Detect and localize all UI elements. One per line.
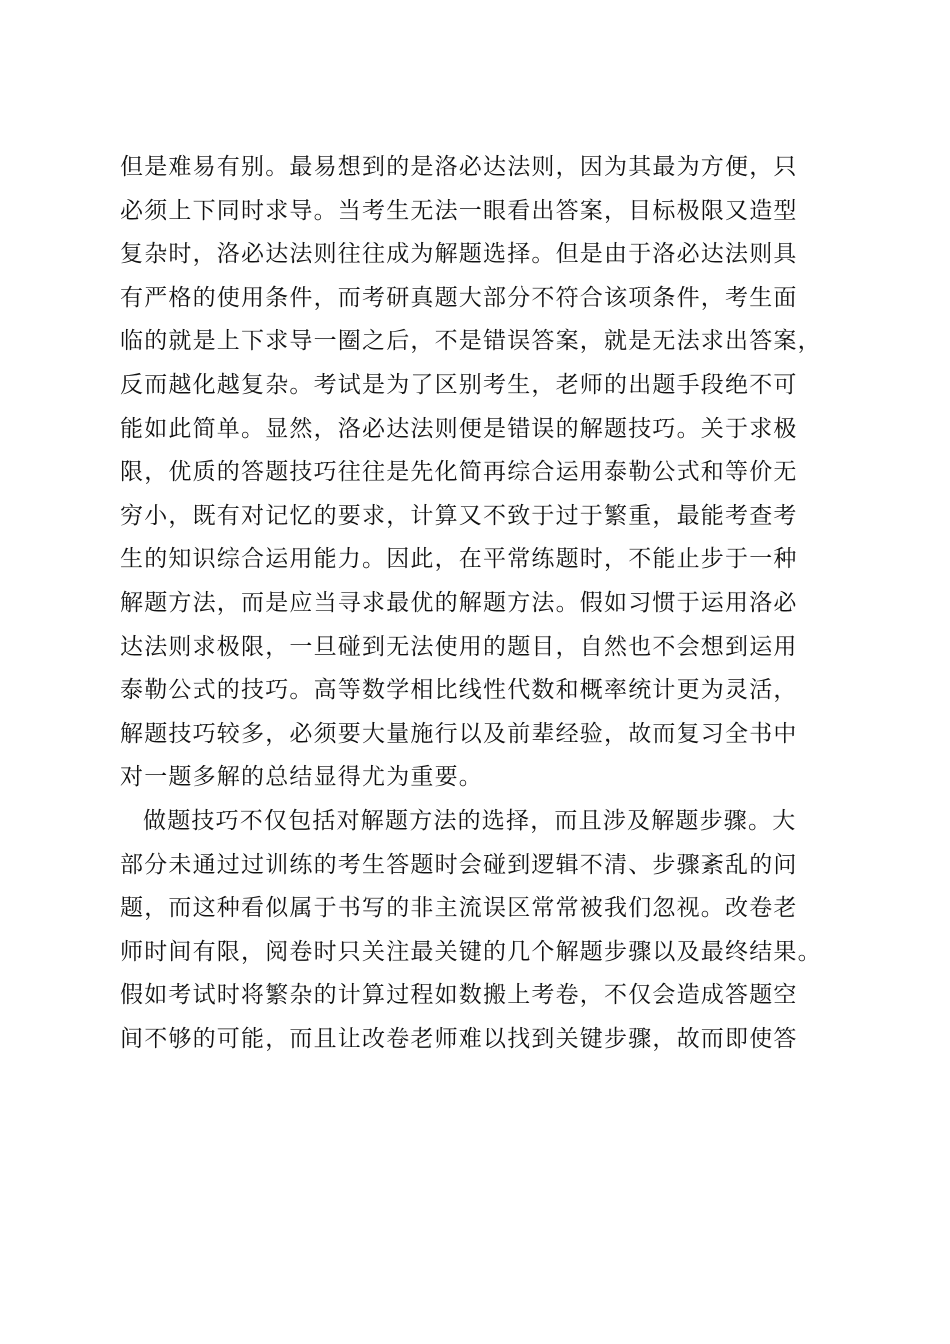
text-line: 间不够的可能，而且让改卷老师难以找到关键步骤，故而即使答 [120, 1025, 798, 1052]
text-line: 解题技巧较多，必须要大量施行以及前辈经验，故而复习全书中 [120, 720, 798, 747]
text-line: 能如此简单。显然，洛必达法则便是错误的解题技巧。关于求极 [120, 415, 798, 442]
text-line: 部分未通过过训练的考生答题时会碰到逻辑不清、步骤紊乱的问 [120, 851, 798, 878]
text-line: 有严格的使用条件，而考研真题大部分不符合该项条件，考生面 [120, 284, 798, 311]
text-line: 反而越化越复杂。考试是为了区别考生，老师的出题手段绝不可 [120, 371, 798, 398]
text-line: 限，优质的答题技巧往往是先化简再综合运用泰勒公式和等价无 [120, 459, 798, 486]
body-text [120, 146, 840, 1061]
text-line: 假如考试时将繁杂的计算过程如数搬上考卷，不仅会造成答题空 [120, 982, 798, 1009]
text-line: 达法则求极限，一旦碰到无法使用的题目，自然也不会想到运用 [120, 633, 798, 660]
text-line: 必须上下同时求导。当考生无法一眼看出答案，目标极限又造型 [120, 197, 798, 224]
text-line: 师时间有限，阅卷时只关注最关键的几个解题步骤以及最终结果。 [120, 938, 822, 965]
text-line: 泰勒公式的技巧。高等数学相比线性代数和概率统计更为灵活， [120, 677, 798, 704]
text-line: 穷小，既有对记忆的要求，计算又不致于过于繁重，最能考查考 [120, 502, 798, 529]
paragraph-2 [120, 800, 840, 1062]
text-line: 临的就是上下求导一圈之后，不是错误答案，就是无法求出答案， [120, 328, 822, 355]
text-line: 解题方法，而是应当寻求最优的解题方法。假如习惯于运用洛必 [120, 589, 798, 616]
text-line: 复杂时，洛必达法则往往成为解题选择。但是由于洛必达法则具 [120, 241, 798, 268]
text-line: 题，而这种看似属于书写的非主流误区常常被我们忽视。改卷老 [120, 895, 798, 922]
text-line: 生的知识综合运用能力。因此，在平常练题时，不能止步于一种 [120, 546, 798, 573]
text-line: 但是难易有别。最易想到的是洛必达法则，因为其最为方便，只 [120, 154, 798, 180]
paragraph-1 [120, 146, 840, 800]
text-line: 做题技巧不仅包括对解题方法的选择，而且涉及解题步骤。大 [143, 807, 797, 834]
text-line: 对一题多解的总结显得尤为重要。 [120, 764, 483, 791]
